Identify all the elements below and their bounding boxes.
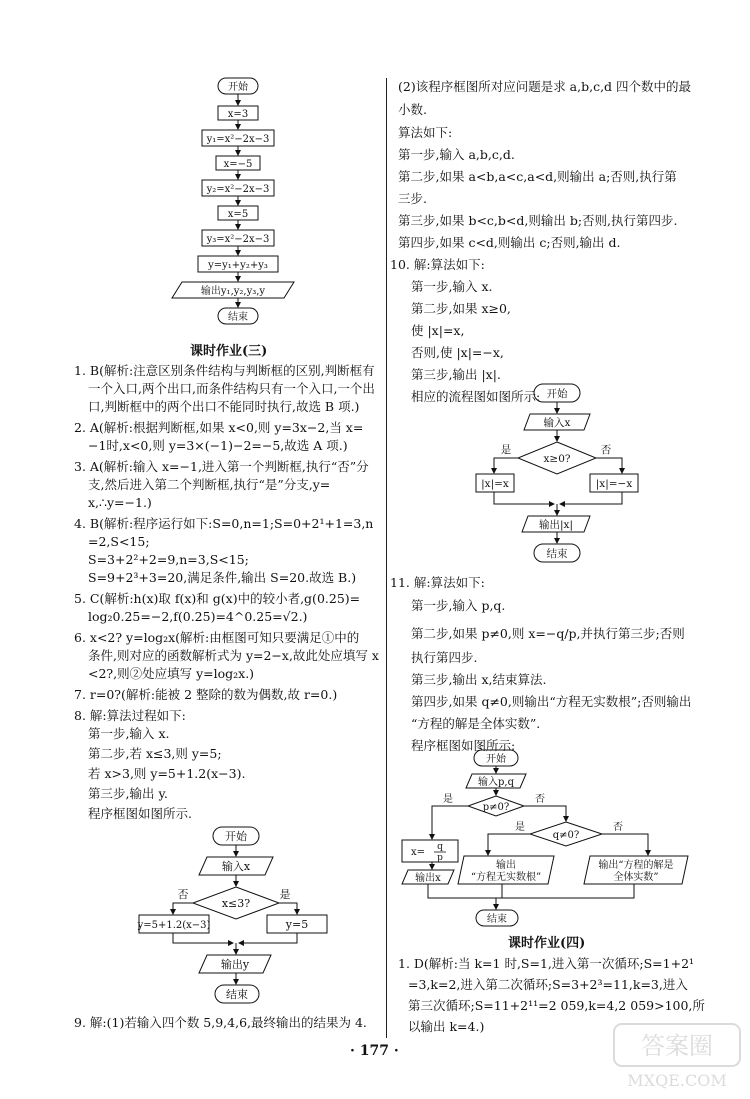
left-last-line: 9. 解:(1)若输入四个数 5,9,4,6,最终输出的结果为 4. (74, 1015, 367, 1030)
right-a-line-1: (2)该程序框图所对应问题是求 a,b,c,d 四个数中的最 (398, 79, 692, 94)
fc10-output-label: 输出|x| (539, 519, 573, 531)
fc1-step5-label: x=5 (227, 209, 249, 220)
fc8-output-label: 输出y (220, 958, 250, 971)
fc10-left-box-label: |x|=x (481, 478, 509, 490)
fc11-end-label: 结束 (487, 914, 507, 925)
left-line-10: =2,S<15; (88, 534, 150, 549)
fc1-start-label: 开始 (228, 82, 248, 93)
left-line-14: log₂0.25=−2,f(0.25)=4^0.25=√2.) (88, 609, 308, 624)
fc8-no-label: 否 (177, 888, 189, 901)
fc11-output-all-line2: 全体实数” (613, 872, 659, 883)
right-a-line-11: 第二步,如果 x≥0, (411, 301, 511, 316)
right-c-line-2: =3,k=2,进入第二次循环;S=3+2³=11,k=3,进入 (408, 977, 688, 992)
right-a-line-4: 第一步,输入 a,b,c,d. (398, 147, 515, 162)
left-line-4: 2. A(解析:根据判断框,如果 x<0,则 y=3x−2,当 x= (74, 420, 364, 435)
left-line-13: 5. C(解析:h(x)取 f(x)和 g(x)中的较小者,g(0.25)= (74, 591, 361, 606)
right-a-line-9: 10. 解:算法如下: (390, 257, 485, 272)
fc8-start-label: 开始 (225, 830, 247, 843)
right-a-line-3: 算法如下: (398, 125, 453, 140)
fc8-yes-label: 是 (279, 888, 291, 901)
right-b-line-6: 第四步,如果 q≠0,则输出“方程无实数根”;否则输出 (411, 694, 692, 709)
left-line-23: 第三步,输出 y. (88, 786, 168, 801)
left-line-5: −1时,x<0,则 y=3×(−1)−2=−5,故选 A 项.) (88, 438, 348, 453)
right-section-title: 课时作业(四) (508, 936, 586, 951)
right-a-line-14: 第三步,输出 |x|. (411, 367, 501, 382)
fc8-left-box-label: y=5+1.2(x−3) (137, 920, 211, 931)
left-line-7: 支,然后进入第二个判断框,执行“是”分支,y= (88, 477, 331, 492)
right-a-line-8: 第四步,如果 c<d,则输出 c;否则,输出 d. (398, 235, 621, 250)
right-b-line-3: 第二步,如果 p≠0,则 x=−q/p,并执行第三步;否则 (411, 626, 685, 641)
fc10-start-label: 开始 (546, 388, 568, 400)
fc1-step4-label: y₂=x²−2x−3 (206, 184, 270, 195)
left-line-12: S=9+2³+3=20,满足条件,输出 S=20.故选 B.) (88, 570, 357, 585)
flowchart-10 (472, 378, 642, 574)
fc11-start-label: 开始 (486, 754, 506, 765)
right-b-line-4: 执行第四步. (411, 650, 478, 665)
right-a-line-6: 三步. (398, 191, 427, 206)
left-line-9: 4. B(解析:程序运行如下:S=0,n=1;S=0+2¹+1=3,n (74, 516, 374, 531)
fc10-right-box-label: |x|=−x (595, 478, 633, 490)
left-line-22: 若 x>3,则 y=5+1.2(x−3). (88, 766, 246, 781)
page-number: · 177 · (350, 1043, 399, 1059)
fc11-no2-label: 否 (613, 822, 623, 833)
left-line-8: x,∴y=−1.) (88, 495, 152, 510)
fc8-input-label: 输入x (221, 860, 251, 873)
flowchart-11 (398, 748, 718, 932)
fc11-assign-x-label: x= (410, 847, 426, 858)
fc8-condition-label: x≤3? (221, 897, 251, 910)
fc1-output-label: 输出y₁,y₂,y₃,y (200, 286, 266, 297)
left-section-title: 课时作业(三) (190, 344, 268, 359)
right-a-line-12: 使 |x|=x, (411, 323, 465, 338)
right-c-line-3: 第三次循环;S=11+2¹¹=2 059,k=4,2 059>100,所 (408, 998, 705, 1013)
fc11-input-label: 输入p,q (478, 777, 514, 788)
left-line-20: 第一步,输入 x. (88, 726, 170, 741)
left-line-24: 程序框图如图所示. (88, 806, 192, 821)
fc11-output-all-line1: 输出“方程的解是 (598, 860, 674, 871)
fc11-yes2-label: 是 (515, 822, 525, 833)
fc11-output-x-label: 输出x (415, 873, 441, 884)
left-line-17: <2?,则②处应填写 y=log₂x.) (88, 666, 255, 681)
fc11-no1-label: 否 (535, 794, 545, 805)
fc8-end-label: 结束 (226, 988, 248, 1001)
fc11-cond1-label: p≠0? (482, 802, 510, 813)
svg-text:答案圈: 答案圈 (641, 1032, 713, 1060)
fc1-step3-label: x=−5 (223, 159, 253, 170)
fc1-step7-label: y=y₁+y₂+y₃ (208, 260, 268, 271)
left-line-16: 条件,则对应的函数解析式为 y=2−x,故此处应填写 x (88, 648, 379, 663)
fc1-end-label: 结束 (228, 312, 248, 323)
fc1-step2-label: y₁=x²−2x−3 (206, 134, 270, 145)
fc11-yes1-label: 是 (443, 794, 453, 805)
column-divider (386, 78, 387, 1038)
left-line-1: 1. B(解析:注意区别条件结构与判断框的区别,判断框有 (74, 363, 375, 378)
right-a-line-13: 否则,使 |x|=−x, (411, 345, 504, 360)
fc11-p-label: p (437, 853, 443, 863)
left-line-6: 3. A(解析:输入 x=−1,进入第一个判断框,执行“否”分 (74, 459, 369, 474)
fc10-no-label: 否 (600, 444, 612, 456)
left-line-11: S=3+2²+2=9,n=3,S<15; (88, 552, 249, 567)
fc1-step6-label: y₃=x²−2x−3 (206, 234, 270, 245)
right-a-line-5: 第二步,如果 a<b,a<c,a<d,则输出 a;否则,执行第 (398, 169, 677, 184)
left-line-21: 第二步,若 x≤3,则 y=5; (88, 746, 222, 761)
fc8-right-box-label: y=5 (285, 918, 309, 931)
left-line-19: 8. 解:算法过程如下: (74, 708, 186, 723)
flowchart-1 (160, 72, 320, 334)
right-c-line-1: 1. D(解析:当 k=1 时,S=1,进入第一次循环;S=1+2¹ (398, 956, 695, 971)
fc11-output-none-line2: “方程无实数根” (470, 872, 542, 883)
fc11-q-label: q (437, 842, 443, 852)
fc10-condition-label: x≥0? (543, 453, 571, 465)
right-a-line-10: 第一步,输入 x. (411, 279, 493, 294)
right-b-line-5: 第三步,输出 x,结束算法. (411, 672, 547, 687)
right-b-line-2: 第一步,输入 p,q. (411, 598, 506, 613)
right-a-line-7: 第三步,如果 b<c,b<d,则输出 b;否则,执行第四步. (398, 213, 678, 228)
right-c-line-4: 以输出 k=4.) (408, 1019, 485, 1034)
fc1-step1-label: x=3 (227, 109, 249, 120)
left-line-15: 6. x<2? y=log₂x(解析:由框图可知只要满足①中的 (74, 630, 360, 645)
fc11-cond2-label: q≠0? (552, 830, 580, 841)
right-b-line-1: 11. 解:算法如下: (390, 575, 485, 590)
watermark-logo (612, 1022, 742, 1094)
right-b-line-7: “方程的解是全体实数”. (411, 716, 541, 731)
fc10-input-label: 输入x (543, 417, 571, 429)
svg-text:MXQE.COM: MXQE.COM (627, 1071, 727, 1090)
left-line-18: 7. r=0?(解析:能被 2 整除的数为偶数,故 r=0.) (74, 687, 338, 702)
fc10-end-label: 结束 (546, 548, 568, 560)
left-line-2: 一个入口,两个出口,而条件结构只有一个入口,一个出 (88, 381, 375, 396)
flowchart-8 (135, 825, 335, 1015)
right-b-line-8: 程序框图如图所示: (411, 738, 516, 753)
fc11-output-none-line1: 输出 (496, 860, 516, 871)
right-a-line-2: 小数. (398, 102, 427, 117)
left-line-3: 口,判断框中的两个出口不能同时执行,故选 B 项.) (88, 399, 360, 414)
fc10-yes-label: 是 (500, 444, 512, 456)
right-a-line-15: 相应的流程图如图所示: (411, 389, 541, 404)
